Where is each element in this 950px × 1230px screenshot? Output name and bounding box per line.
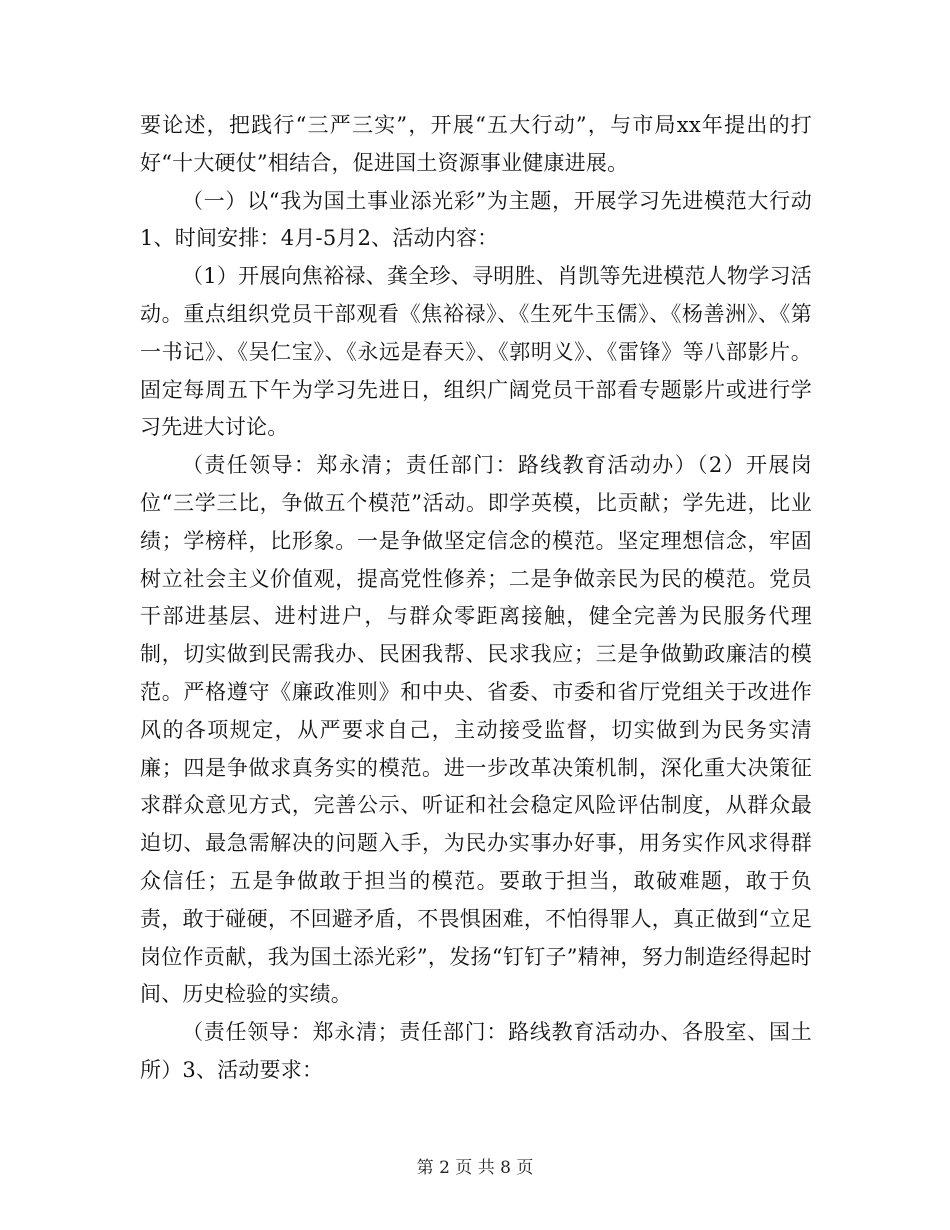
paragraph-2: （一）以“我为国土事业添光彩”为主题，开展学习先进模范大行动1、时间安排：4月-5月2、活动内容：: [140, 188, 812, 251]
paragraph-4: （责任领导：郑永清；责任部门：路线教育活动办）（2）开展岗位“三学三比，争做五个模范”活动。即学英模，比贡献；学先进，比业绩；学榜样，比形象。一是争做坚定信念的模范。坚定理想信念，牢固树立社会主义价值观，提高党性修养；二是争做亲民为民的模范。党员干部进基层、进村进户，与群众零距离接触，健全完善为民服务代理制，切实做到民需我办、民困我帮、民求我应；三是争做勤政廉洁的模范。严格遵守《廉政准则》和中央、省委、市委和省厅党组关于改进作风的各项规定，从严要求自己，主动接受监督，切实做到为民务实清廉；四是争做求真务实的模范。进一步改革决策机制，深化重大决策征求群众意见方式，完善公示、听证和社会稳定风险评估制度，从群众最迫切、最急需解决的问题入手，为民办实事办好事，用务实作风求得群众信任；五是争做敢于担当的模范。要敢于担当，敢破难题，敢于负责，敢于碰硬，不回避矛盾，不畏惧困难，不怕得罪人，真正做到“立足岗位作贡献，我为国土添光彩”，发扬“钉钉子”精神，努力制造经得起时间、历史检验的实绩。: [140, 453, 812, 1007]
page-number-footer: 第 2 页 共 8 页: [416, 1158, 534, 1178]
document-body: [140, 107, 812, 1090]
paragraph-1: 要论述，把践行“三严三实”，开展“五大行动”，与市局xx年提出的打好“十大硬仗”相结合，促进国土资源事业健康进展。: [140, 113, 812, 175]
paragraph-5: （责任领导：郑永清；责任部门：路线教育活动办、各股室、国土所）3、活动要求：: [140, 1020, 812, 1082]
paragraph-3: （1）开展向焦裕禄、龚全珍、寻明胜、肖凯等先进模范人物学习活动。重点组织党员干部观看《焦裕禄》、《生死牛玉儒》、《杨善洲》、《第一书记》、《吴仁宝》、《永远是春天》、《郭明义》、《雷锋》等八部影片。固定每周五下午为学习先进日，组织广阔党员干部看专题影片或进行学习先进大讨论。: [140, 264, 812, 440]
